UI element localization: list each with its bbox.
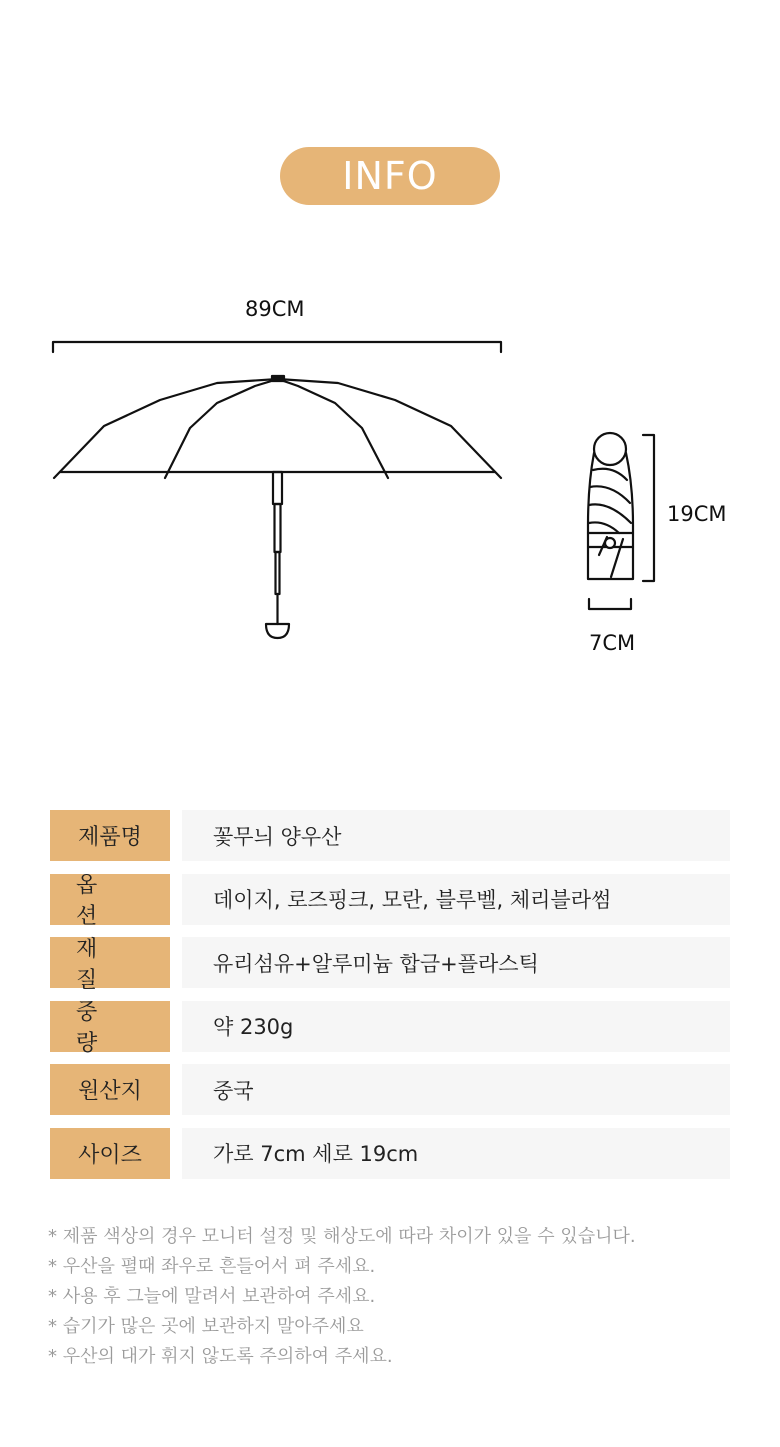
- spec-value: 약 230g: [182, 1001, 730, 1052]
- spec-label: 재질: [50, 937, 170, 988]
- folded-height-label: 19CM: [667, 502, 727, 526]
- spec-row-size: [50, 1128, 730, 1179]
- spec-label: 제품명: [50, 810, 170, 861]
- notice-item: * 우산을 펼때 좌우로 흔들어서 펴 주세요.: [48, 1256, 376, 1277]
- notice-item: * 제품 색상의 경우 모니터 설정 및 해상도에 따라 차이가 있을 수 있습니다.: [48, 1226, 636, 1247]
- notice-item: * 사용 후 그늘에 말려서 보관하여 주세요.: [48, 1286, 376, 1307]
- info-title: INFO: [342, 154, 438, 198]
- folded-width-label: 7CM: [589, 631, 636, 655]
- spec-value: 유리섬유+알루미늄 합금+플라스틱: [182, 937, 730, 988]
- notice-list: [48, 1222, 636, 1372]
- spec-value: 가로 7cm 세로 19cm: [182, 1128, 730, 1179]
- open-umbrella-icon: [40, 330, 520, 650]
- spec-value: 꽃무늬 양우산: [182, 810, 730, 861]
- open-width-label: 89CM: [245, 297, 305, 321]
- spec-label: 중량: [50, 1001, 170, 1052]
- spec-row-origin: [50, 1064, 730, 1115]
- spec-label: 옵션: [50, 874, 170, 925]
- folded-umbrella-icon: [575, 425, 665, 625]
- spec-label: 원산지: [50, 1064, 170, 1115]
- spec-value: 중국: [182, 1064, 730, 1115]
- spec-value: 데이지, 로즈핑크, 모란, 블루벨, 체리블라썸: [182, 874, 730, 925]
- spec-label: 사이즈: [50, 1128, 170, 1179]
- notice-item: * 우산의 대가 휘지 않도록 주의하여 주세요.: [48, 1346, 393, 1367]
- spec-row-product-name: [50, 810, 730, 861]
- spec-row-material: [50, 936, 730, 993]
- spec-row-weight: [50, 1000, 730, 1056]
- notice-item: * 습기가 많은 곳에 보관하지 말아주세요: [48, 1316, 364, 1337]
- info-badge: [280, 147, 500, 205]
- spec-row-options: [50, 873, 730, 929]
- spec-table: [50, 810, 730, 1191]
